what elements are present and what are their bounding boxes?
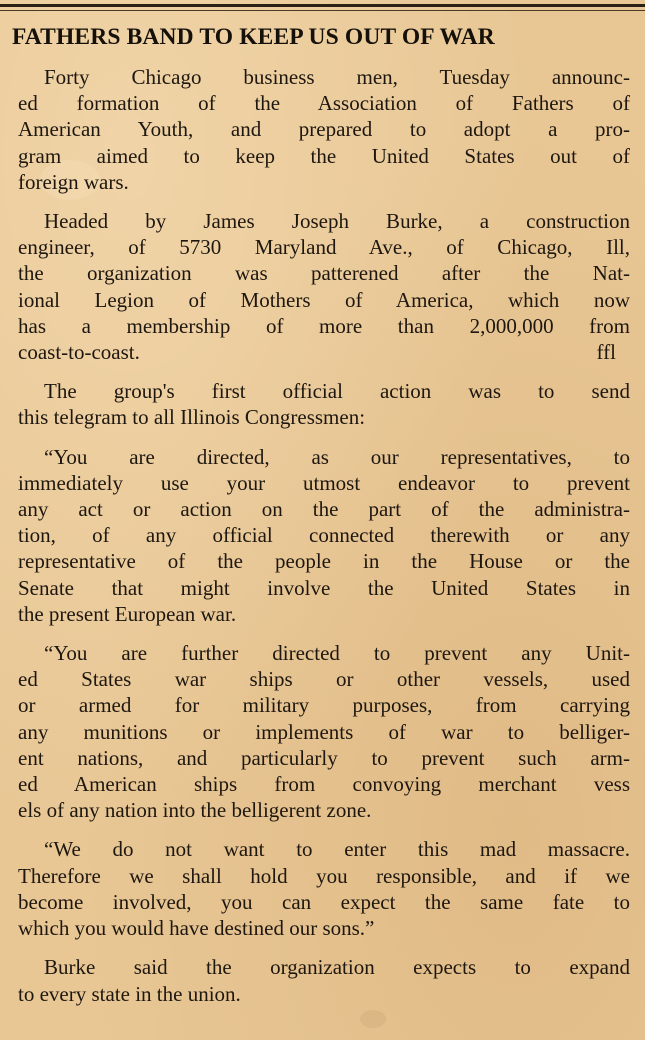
paragraph-5 [18, 640, 630, 823]
paragraph-line: “We do not want to enter this mad massacre. [44, 837, 630, 862]
paragraph-line: engineer, of 5730 Maryland Ave., of Chicago, Ill, [18, 235, 630, 260]
paragraph-line: The group's first official action was to send [44, 379, 630, 404]
paragraph-line: immediately use your utmost endeavor to prevent [18, 470, 630, 495]
paragraph-7 [18, 954, 630, 1006]
paragraph-line: els of any nation into the belligerent zone. [18, 798, 372, 823]
paragraph-line: become involved, you can expect the same fate to [18, 889, 630, 914]
paragraph-line: ed formation of the Association of Fathers of [18, 91, 630, 116]
paragraph-line: ional Legion of Mothers of America, which now [18, 287, 630, 312]
paragraph-line: the present European war. [18, 601, 237, 626]
paragraph-line: Therefore we shall hold you responsible, and if we [18, 863, 630, 888]
paragraph-line-with-mark [18, 339, 630, 365]
paragraph-2 [18, 208, 630, 365]
paragraph-line: American Youth, and prepared to adopt a pro- [18, 117, 630, 142]
paragraph-line: Headed by James Joseph Burke, a construction [44, 209, 630, 234]
top-rule [0, 4, 645, 7]
paragraph-6 [18, 836, 630, 941]
article-body [18, 64, 630, 1020]
paragraph-line: the organization was patterened after the Nat- [18, 261, 630, 286]
paragraph-line: or armed for military purposes, from carrying [18, 693, 630, 718]
top-rule-thin [0, 10, 645, 11]
paragraph-line: which you would have destined our sons.” [18, 916, 375, 941]
paragraph-line: any munitions or implements of war to belliger- [18, 719, 630, 744]
stray-type-mark: ffl [596, 340, 616, 365]
paragraph-line: “You are further directed to prevent any Unit- [44, 641, 630, 666]
paragraph-line: coast-to-coast. [18, 340, 140, 365]
paragraph-line: ent nations, and particularly to prevent such arm- [18, 745, 630, 770]
paragraph-line: Burke said the organization expects to expand [44, 955, 630, 980]
paragraph-line: Forty Chicago business men, Tuesday announc- [44, 65, 630, 89]
paragraph-line: representative of the people in the House or the [18, 549, 630, 574]
paragraph-line: “You are directed, as our representatives, to [44, 444, 630, 469]
paragraph-line: this telegram to all Illinois Congressmen: [18, 405, 366, 430]
paragraph-line: foreign wars. [18, 169, 129, 194]
paragraph-line: gram aimed to keep the United States out of [18, 143, 630, 168]
paragraph-line: ed States war ships or other vessels, used [18, 667, 630, 692]
paragraph-line: to every state in the union. [18, 981, 241, 1006]
paragraph-line: Senate that might involve the United States in [18, 575, 630, 600]
paragraph-line: ed American ships from convoying merchant vess [18, 772, 630, 797]
paragraph-line: has a membership of more than 2,000,000 from [18, 313, 630, 338]
paragraph-line: tion, of any official connected therewith or any [18, 523, 630, 548]
headline: FATHERS BAND TO KEEP US OUT OF WAR [12, 24, 495, 50]
paragraph-4 [18, 444, 630, 627]
paragraph-line: any act or action on the part of the administra- [18, 497, 630, 522]
paragraph-3 [18, 378, 630, 430]
paragraph-1 [18, 64, 630, 195]
